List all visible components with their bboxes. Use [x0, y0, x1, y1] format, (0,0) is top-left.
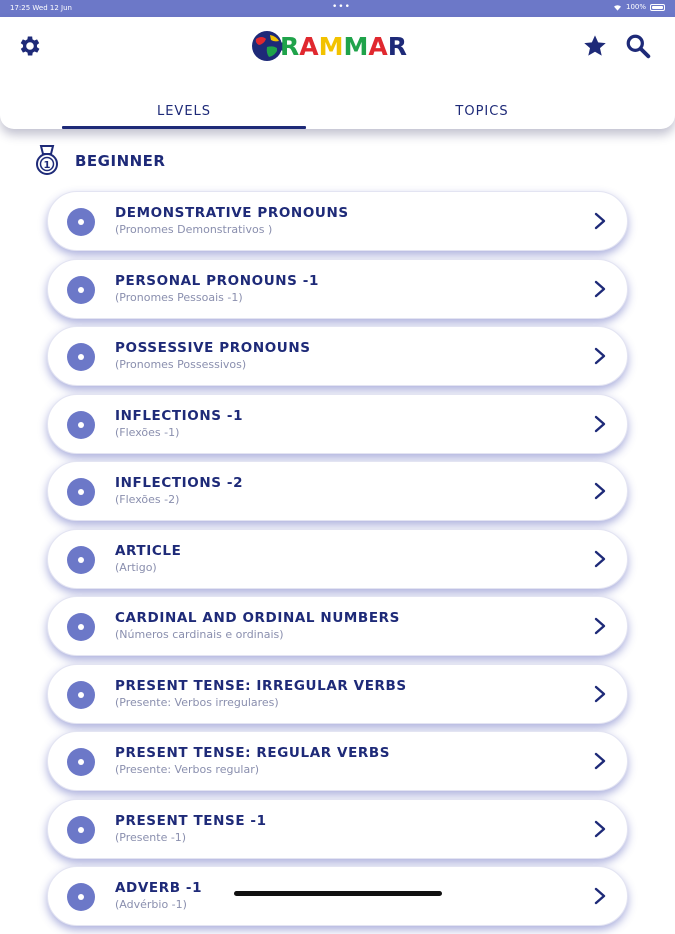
status-time: 17:25 Wed 12 Jun — [10, 4, 72, 12]
chevron-right-icon — [593, 819, 607, 839]
chevron-right-icon — [593, 481, 607, 501]
tab-topics[interactable]: TOPICS — [455, 104, 509, 119]
lesson-card[interactable] — [47, 529, 628, 589]
tab-bar — [0, 101, 675, 129]
chevron-right-icon — [593, 346, 607, 366]
app-logo — [250, 27, 430, 65]
wifi-icon — [613, 4, 622, 11]
chevron-right-icon — [593, 616, 607, 636]
lesson-dot-icon — [67, 613, 95, 641]
lesson-card[interactable] — [47, 259, 628, 319]
lesson-card[interactable] — [47, 799, 628, 859]
lesson-card[interactable] — [47, 394, 628, 454]
lesson-card[interactable] — [47, 664, 628, 724]
globe-logo-icon — [250, 29, 284, 63]
lesson-subtitle: (Artigo) — [115, 560, 157, 574]
lesson-subtitle: (Advérbio -1) — [115, 898, 187, 911]
lesson-title: ADVERB -1 — [115, 880, 203, 896]
battery-icon — [650, 4, 665, 11]
lesson-subtitle: (Flexões -1) — [115, 425, 180, 439]
search-button[interactable] — [624, 32, 652, 60]
lesson-subtitle: (Números cardinais e ordinais) — [115, 628, 284, 641]
lesson-title: INFLECTIONS -1 — [115, 407, 244, 424]
lesson-subtitle: (Pronomes Demonstrativos ) — [115, 223, 273, 236]
lesson-title: PERSONAL PRONOUNS -1 — [115, 272, 319, 289]
star-icon — [582, 33, 608, 59]
status-bar — [0, 0, 675, 17]
lesson-subtitle: (Flexões -2) — [115, 493, 180, 506]
lesson-title: PRESENT TENSE: IRREGULAR VERBS — [115, 677, 407, 694]
lesson-title: ARTICLE — [115, 542, 182, 559]
medal-icon — [34, 145, 60, 177]
chevron-right-icon — [593, 549, 607, 569]
chevron-right-icon — [593, 751, 607, 771]
lesson-title: POSSESSIVE PRONOUNS — [115, 340, 311, 356]
status-right — [613, 3, 665, 11]
lesson-dot-icon — [67, 343, 95, 371]
lesson-dot-icon — [67, 411, 95, 439]
lesson-card[interactable] — [47, 461, 628, 521]
logo-letter: A — [368, 31, 388, 61]
logo-letter: R — [280, 31, 300, 61]
lesson-list — [47, 191, 628, 934]
chevron-right-icon — [593, 414, 607, 434]
favorites-button[interactable] — [581, 32, 609, 60]
lesson-dot-icon — [67, 276, 95, 304]
logo-wordmark — [280, 32, 407, 61]
chevron-right-icon — [593, 886, 607, 906]
lesson-subtitle: (Pronomes Pessoais -1) — [115, 290, 243, 304]
lesson-subtitle: (Pronomes Possessivos) — [115, 358, 247, 371]
lesson-title: DEMONSTRATIVE PRONOUNS — [115, 205, 349, 221]
lesson-dot-icon — [67, 681, 95, 709]
logo-letter: R — [387, 31, 408, 61]
lesson-card[interactable] — [47, 866, 628, 926]
lesson-subtitle: (Presente -1) — [115, 830, 187, 844]
lesson-card[interactable] — [47, 191, 628, 251]
section-title: BEGINNER — [75, 152, 166, 170]
lesson-card[interactable] — [47, 326, 628, 386]
lesson-subtitle: (Presente: Verbos regular) — [115, 763, 260, 776]
chevron-right-icon — [593, 279, 607, 299]
lesson-dot-icon — [67, 478, 95, 506]
gear-icon — [17, 33, 43, 59]
section-header — [34, 145, 165, 177]
lesson-title: PRESENT TENSE -1 — [115, 812, 267, 829]
lesson-dot-icon — [67, 208, 95, 236]
chevron-right-icon — [593, 684, 607, 704]
logo-letter: M — [318, 31, 344, 61]
lesson-subtitle: (Presente: Verbos irregulares) — [115, 695, 279, 709]
tab-levels[interactable]: LEVELS — [156, 104, 212, 119]
logo-letter: M — [343, 31, 369, 61]
logo-letter: A — [299, 31, 319, 61]
lesson-dot-icon — [67, 816, 95, 844]
lesson-dot-icon — [67, 883, 95, 911]
chevron-right-icon — [593, 211, 607, 231]
home-indicator[interactable] — [234, 891, 442, 896]
app-header — [0, 17, 675, 129]
lesson-card[interactable] — [47, 596, 628, 656]
lesson-dot-icon — [67, 748, 95, 776]
lesson-card[interactable] — [47, 731, 628, 791]
svg-text:1: 1 — [43, 160, 51, 171]
settings-button[interactable] — [16, 32, 44, 60]
lesson-title: INFLECTIONS -2 — [115, 475, 244, 491]
lesson-title: PRESENT TENSE: REGULAR VERBS — [115, 745, 391, 761]
battery-percent: 100% — [625, 3, 646, 11]
multitask-dots: ••• — [332, 2, 351, 12]
lesson-title: CARDINAL AND ORDINAL NUMBERS — [115, 610, 400, 626]
active-tab-indicator — [62, 126, 306, 129]
search-icon — [625, 33, 651, 59]
lesson-dot-icon — [67, 546, 95, 574]
